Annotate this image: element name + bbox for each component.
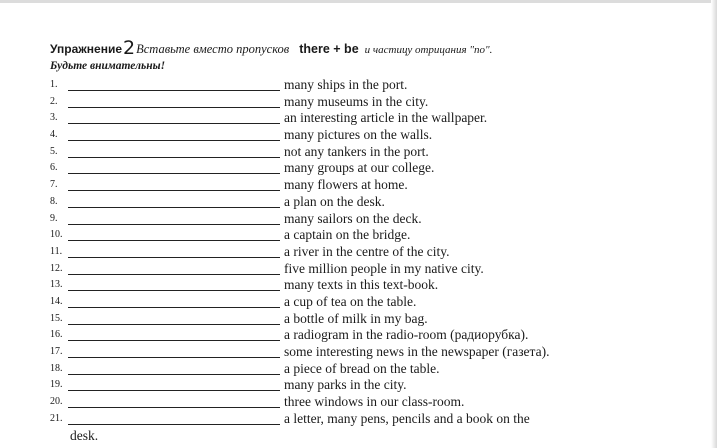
- exercise-item: [50, 77, 690, 94]
- item-text: a cup of tea on the table.: [284, 293, 417, 309]
- item-text: many parks in the city.: [284, 377, 407, 393]
- answer-blank[interactable]: [68, 240, 280, 241]
- exercise-instruction: Вставьте вместо пропусков: [136, 42, 290, 56]
- item-number: 13.: [50, 279, 63, 291]
- exercise-item: [50, 127, 690, 144]
- item-number: 8.: [50, 195, 58, 207]
- exercise-subtitle: Будьте внимательны!: [50, 60, 166, 72]
- item-text: many ships in the port.: [284, 77, 408, 92]
- exercise-item: [50, 194, 690, 211]
- item-text: many groups at our college.: [284, 160, 435, 176]
- exercise-item: [50, 261, 690, 278]
- item-number: 18.: [50, 362, 63, 374]
- answer-blank[interactable]: [68, 257, 280, 258]
- item-number: 16.: [50, 329, 63, 341]
- answer-blank[interactable]: [68, 173, 280, 174]
- exercise-item: [50, 311, 690, 328]
- item-number: 20.: [50, 396, 63, 408]
- item-text: many texts in this text-book.: [284, 277, 439, 293]
- exercise-item: [50, 227, 690, 244]
- exercise-item: [50, 277, 690, 294]
- exercise-item: [50, 177, 690, 194]
- item-text: a plan on the desk.: [284, 193, 385, 209]
- exercise-item: [50, 411, 690, 428]
- item-text: a piece of bread on the table.: [284, 360, 440, 376]
- exercise-item: [50, 144, 690, 161]
- exercise-word: Упражнение: [50, 42, 122, 56]
- answer-blank[interactable]: [68, 324, 280, 325]
- answer-blank[interactable]: [68, 357, 280, 358]
- item-number: 12.: [50, 262, 63, 274]
- item-text: many flowers at home.: [284, 177, 408, 193]
- answer-blank[interactable]: [68, 107, 280, 108]
- page-top-border: [0, 0, 717, 3]
- answer-blank[interactable]: [68, 90, 280, 91]
- exercise-list: [50, 77, 690, 427]
- item-text: many sailors on the deck.: [284, 210, 422, 226]
- answer-blank[interactable]: [68, 157, 280, 158]
- answer-blank[interactable]: [68, 207, 280, 208]
- item-number: 6.: [50, 162, 58, 174]
- exercise-item: [50, 110, 690, 127]
- item-number: 11.: [50, 245, 63, 257]
- item-number: 19.: [50, 379, 63, 391]
- item-21-continuation: desk.: [70, 428, 99, 443]
- answer-blank[interactable]: [68, 340, 280, 341]
- answer-blank[interactable]: [68, 290, 280, 291]
- exercise-number: 2: [123, 37, 136, 59]
- item-number: 5.: [50, 145, 58, 157]
- page-right-shadow: [711, 0, 717, 448]
- answer-blank[interactable]: [68, 307, 280, 308]
- exercise-item: [50, 160, 690, 177]
- item-number: 1.: [50, 79, 58, 90]
- exercise-item: [50, 394, 690, 411]
- item-text: a bottle of milk in my bag.: [284, 310, 428, 326]
- item-number: 4.: [50, 129, 58, 141]
- exercise-item: [50, 294, 690, 311]
- item-text: five million people in my native city.: [284, 260, 484, 276]
- item-number: 3.: [50, 112, 58, 124]
- answer-blank[interactable]: [68, 390, 280, 391]
- item-number: 15.: [50, 312, 63, 324]
- item-text: a captain on the bridge.: [284, 227, 411, 243]
- exercise-item: [50, 361, 690, 378]
- item-number: 17.: [50, 346, 63, 357]
- item-text: some interesting news in the newspaper (газета).: [284, 344, 550, 359]
- exercise-item: [50, 344, 690, 361]
- answer-blank[interactable]: [68, 424, 280, 425]
- answer-blank[interactable]: [68, 140, 280, 141]
- exercise-header: [50, 37, 690, 59]
- answer-blank[interactable]: [68, 407, 280, 408]
- exercise-item: [50, 377, 690, 394]
- item-number: 10.: [50, 229, 63, 241]
- exercise-item: [50, 94, 690, 111]
- item-text: a radiogram in the radio-room (радиорубка).: [284, 327, 529, 343]
- item-text: three windows in our class-room.: [284, 394, 465, 410]
- exercise-item: [50, 211, 690, 228]
- item-text: many museums in the city.: [284, 93, 429, 109]
- item-text: not any tankers in the port.: [284, 143, 429, 159]
- exercise-item: [50, 244, 690, 261]
- item-number: 14.: [50, 295, 63, 307]
- item-text: a letter, many pens, pencils and a book on the: [284, 410, 530, 426]
- exercise-item: [50, 327, 690, 344]
- item-number: 7.: [50, 179, 58, 191]
- construction-label: there + be: [299, 42, 359, 56]
- item-text: many pictures on the walls.: [284, 127, 433, 143]
- item-number: 9.: [50, 212, 58, 224]
- answer-blank[interactable]: [68, 224, 280, 225]
- item-number: 2.: [50, 95, 58, 107]
- answer-blank[interactable]: [68, 274, 280, 275]
- answer-blank[interactable]: [68, 374, 280, 375]
- answer-blank[interactable]: [68, 190, 280, 191]
- answer-blank[interactable]: [68, 123, 280, 124]
- item-text: a river in the centre of the city.: [284, 243, 450, 259]
- item-number: 21.: [50, 412, 63, 424]
- instruction-tail: и частицу отрицания "no".: [364, 44, 493, 56]
- item-text: an interesting article in the wallpaper.: [284, 110, 488, 126]
